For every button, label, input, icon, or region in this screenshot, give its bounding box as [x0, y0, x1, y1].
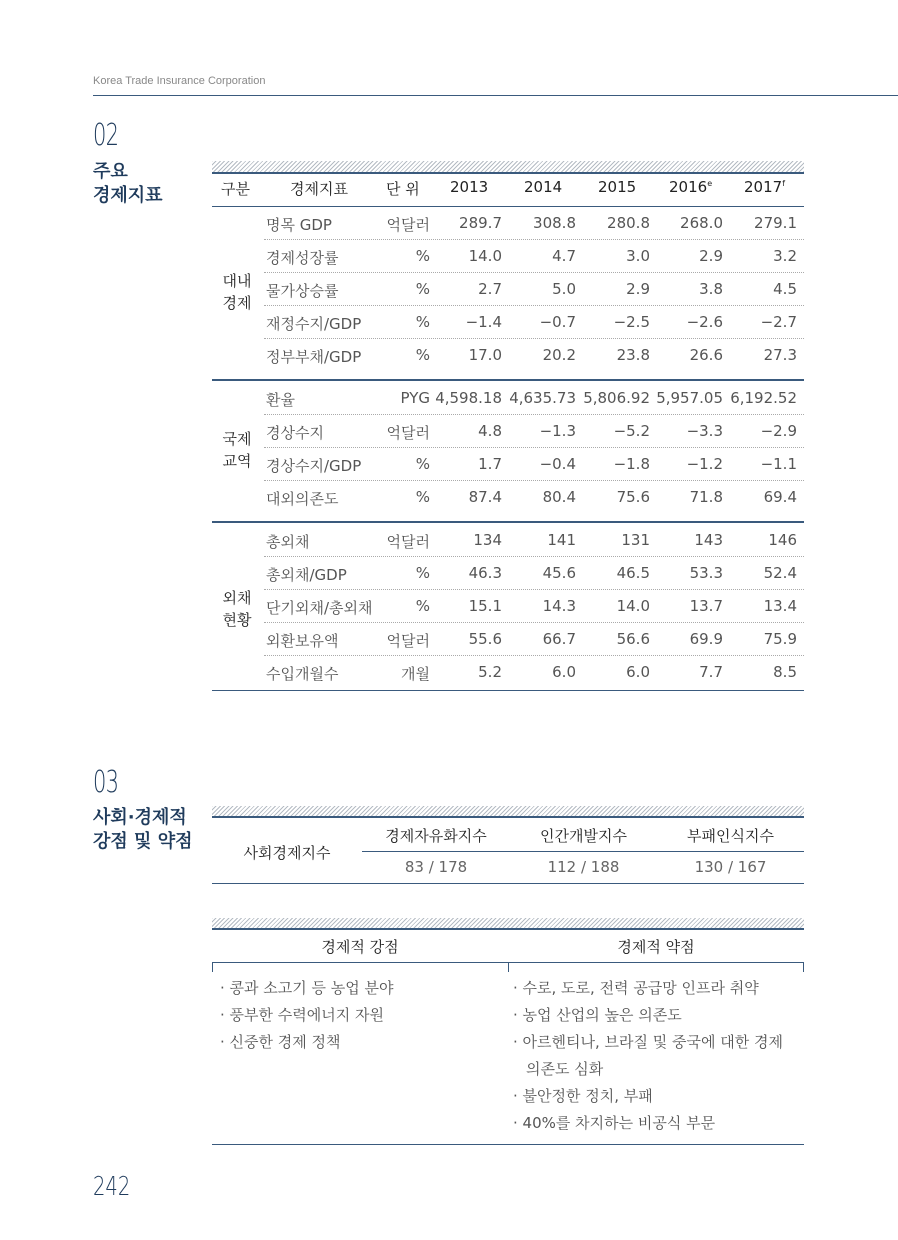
indicator-value: 4.8 — [478, 422, 502, 440]
indicator-value: 80.4 — [542, 488, 576, 506]
table-bottom-rule — [212, 690, 804, 691]
col-header-2017-sup: f — [782, 179, 786, 188]
indicator-unit: % — [415, 564, 430, 582]
indicator-value: 6.0 — [626, 663, 650, 681]
weakness-item: · 불안정한 정치, 부패 — [513, 1087, 653, 1105]
indicator-value: 4,635.73 — [509, 389, 576, 407]
indicator-value: −3.3 — [686, 422, 723, 440]
index-header-human-development: 인간개발지수 — [540, 827, 627, 845]
indicator-value: 4.5 — [773, 280, 797, 298]
strength-item: · 신중한 경제 정책 — [220, 1033, 341, 1051]
indicator-value: 280.8 — [607, 214, 650, 232]
table-top-hatch — [212, 161, 804, 172]
indicator-value: 46.3 — [468, 564, 502, 582]
indicator-value: 26.6 — [689, 346, 723, 364]
indicator-value: −1.4 — [465, 313, 502, 331]
index-value-economic-freedom: 83 / 178 — [404, 858, 468, 876]
row-divider — [264, 589, 804, 590]
indicator-value: −5.2 — [613, 422, 650, 440]
indicator-unit: 억달러 — [386, 216, 430, 234]
indicator-value: 27.3 — [763, 346, 797, 364]
indicator-value: 7.7 — [699, 663, 723, 681]
weakness-item: · 아르헨티나, 브라질 및 중국에 대한 경제 — [513, 1033, 783, 1051]
indicator-label: 재정수지/GDP — [266, 315, 362, 333]
indicator-value: 131 — [621, 531, 650, 549]
indicator-value: 14.0 — [468, 247, 502, 265]
section-title-3 — [93, 806, 192, 854]
indicator-value: 75.9 — [763, 630, 797, 648]
weakness-item: · 농업 산업의 높은 의존도 — [513, 1006, 682, 1024]
section-title-3-line1: 사회·경제적 — [93, 807, 187, 828]
row-divider — [264, 272, 804, 273]
group-label-line2: 교역 — [222, 452, 252, 470]
group-label-line1: 외채 — [222, 588, 252, 607]
indicator-value: 3.0 — [626, 247, 650, 265]
indicator-value: −1.8 — [613, 455, 650, 473]
col-header-2017 — [744, 178, 785, 196]
indicator-label: 외환보유액 — [266, 632, 339, 650]
sw-table-bottom-rule — [212, 1144, 804, 1145]
indicator-label: 명목 GDP — [266, 216, 332, 234]
indicator-value: 2.7 — [478, 280, 502, 298]
strength-item: · 풍부한 수력에너지 자원 — [220, 1006, 384, 1024]
section-title-3-line2: 강점 및 약점 — [93, 831, 193, 852]
page-number: 242 — [93, 1172, 131, 1202]
indicator-value: 52.4 — [763, 564, 797, 582]
indicator-value: −0.7 — [539, 313, 576, 331]
group-separator-rule — [212, 379, 804, 381]
indicator-unit: % — [415, 313, 430, 331]
indicator-value: 143 — [694, 531, 723, 549]
index-header-rule — [362, 851, 804, 852]
index-header-economic-freedom: 경제자유화지수 — [385, 827, 487, 845]
indicator-value: 8.5 — [773, 663, 797, 681]
indicator-value: 134 — [473, 531, 502, 549]
group-label-line2: 경제 — [222, 293, 252, 312]
section-number-3: 03 — [93, 765, 119, 800]
indicator-value: 5,957.05 — [656, 389, 723, 407]
header-rule — [93, 95, 898, 96]
indicator-value: 308.8 — [533, 214, 576, 232]
indicator-value: 4,598.18 — [435, 389, 502, 407]
indicator-value: 5,806.92 — [583, 389, 650, 407]
col-header-2014: 2014 — [524, 178, 563, 196]
weakness-item: · 수로, 도로, 전력 공급망 인프라 취약 — [513, 979, 759, 997]
section-title — [93, 160, 163, 208]
indicator-value: 6.0 — [552, 663, 576, 681]
indicator-value: 6,192.52 — [730, 389, 797, 407]
indicator-value: 45.6 — [542, 564, 576, 582]
group-label-line1: 국제 — [222, 430, 252, 448]
indicator-value: 5.2 — [478, 663, 502, 681]
indicator-value: 87.4 — [468, 488, 502, 506]
indicator-label: 수입개월수 — [266, 665, 339, 683]
indicator-value: 146 — [768, 531, 797, 549]
row-divider — [264, 622, 804, 623]
indicator-value: 289.7 — [459, 214, 502, 232]
indicator-unit: % — [415, 455, 430, 473]
indicator-value: 69.4 — [763, 488, 797, 506]
indicator-value: 2.9 — [626, 280, 650, 298]
weakness-item: · 40%를 차지하는 비공식 부문 — [513, 1114, 716, 1132]
col-header-2013: 2013 — [450, 178, 489, 196]
col-header-2016 — [669, 178, 712, 196]
indicator-value: −1.3 — [539, 422, 576, 440]
indicator-value: 141 — [547, 531, 576, 549]
sw-table-top-rule — [212, 928, 804, 930]
row-divider — [264, 480, 804, 481]
indicator-value: 14.3 — [542, 597, 576, 615]
indicator-unit: % — [415, 346, 430, 364]
indicator-value: 17.0 — [468, 346, 502, 364]
row-divider — [264, 655, 804, 656]
group-separator-rule — [212, 521, 804, 523]
row-divider — [264, 239, 804, 240]
indicator-value: 15.1 — [468, 597, 502, 615]
indicator-label: 정부부채/GDP — [266, 348, 362, 366]
indicator-value: 3.2 — [773, 247, 797, 265]
indicator-value: −2.7 — [760, 313, 797, 331]
indicator-value: 5.0 — [552, 280, 576, 298]
indicator-value: 13.7 — [689, 597, 723, 615]
index-header-corruption: 부패인식지수 — [687, 827, 774, 845]
indicator-unit: % — [415, 280, 430, 298]
col-header-indicator: 경제지표 — [290, 180, 348, 198]
indicator-unit: 억달러 — [386, 424, 430, 442]
index-value-human-development: 112 / 188 — [547, 858, 620, 876]
sw-tick-left — [212, 962, 213, 972]
index-table-bottom-rule — [212, 883, 804, 884]
group-label — [220, 428, 254, 472]
row-divider — [264, 447, 804, 448]
indicator-value: 55.6 — [468, 630, 502, 648]
indicator-value: −0.4 — [539, 455, 576, 473]
index-row-label: 사회경제지수 — [243, 844, 331, 862]
indicator-value: 69.9 — [689, 630, 723, 648]
col-header-category: 구분 — [221, 180, 250, 198]
col-header-2015: 2015 — [598, 178, 637, 196]
indicator-label: 경제성장률 — [266, 249, 339, 267]
indicator-value: −1.2 — [686, 455, 723, 473]
row-divider — [264, 556, 804, 557]
col-header-2016-sup: e — [707, 179, 713, 188]
indicator-value: 75.6 — [616, 488, 650, 506]
indicator-unit: % — [415, 247, 430, 265]
indicator-label: 경상수지 — [266, 424, 324, 442]
section-title-line2: 경제지표 — [93, 185, 163, 206]
indicator-value: 2.9 — [699, 247, 723, 265]
indicator-unit: 억달러 — [386, 533, 430, 551]
strength-item: · 콩과 소고기 등 농업 분야 — [220, 979, 394, 997]
indicator-value: 53.3 — [689, 564, 723, 582]
sw-tick-right — [803, 962, 804, 972]
weakness-item-continued: 의존도 심화 — [526, 1060, 604, 1078]
sw-tick-middle — [508, 962, 509, 972]
group-label — [220, 587, 254, 631]
indicator-value: −2.5 — [613, 313, 650, 331]
index-value-corruption: 130 / 167 — [694, 858, 767, 876]
header-org: Korea Trade Insurance Corporation — [93, 75, 266, 87]
indicator-value: 268.0 — [680, 214, 723, 232]
table-top-rule — [212, 172, 804, 174]
indicator-unit: % — [415, 488, 430, 506]
group-label-line2: 현황 — [222, 610, 252, 629]
indicator-value: 71.8 — [689, 488, 723, 506]
indicator-unit: PYG — [400, 389, 430, 407]
indicator-value: −2.9 — [760, 422, 797, 440]
indicator-value: 66.7 — [542, 630, 576, 648]
col-header-unit: 단 위 — [386, 180, 420, 198]
strengths-title: 경제적 강점 — [321, 938, 399, 956]
indicator-value: −1.1 — [760, 455, 797, 473]
indicator-value: 279.1 — [754, 214, 797, 232]
indicator-unit: 개월 — [401, 665, 430, 683]
row-divider — [264, 338, 804, 339]
group-label-line1: 대내 — [222, 271, 252, 290]
indicator-label: 단기외채/총외채 — [266, 599, 373, 617]
row-divider — [264, 414, 804, 415]
header-bottom-rule — [212, 206, 804, 207]
indicator-value: 23.8 — [616, 346, 650, 364]
indicator-value: 3.8 — [699, 280, 723, 298]
indicator-value: 56.6 — [616, 630, 650, 648]
indicator-value: 1.7 — [478, 455, 502, 473]
indicator-value: −2.6 — [686, 313, 723, 331]
indicator-value: 4.7 — [552, 247, 576, 265]
weaknesses-title: 경제적 약점 — [617, 938, 695, 956]
indicator-label: 총외채/GDP — [266, 566, 347, 584]
group-label — [220, 270, 254, 314]
indicator-label: 총외채 — [266, 533, 310, 551]
indicator-label: 경상수지/GDP — [266, 457, 362, 475]
indicator-value: 20.2 — [542, 346, 576, 364]
indicator-label: 물가상승률 — [266, 282, 339, 300]
section-title-line1: 주요 — [93, 161, 128, 182]
col-header-2017-text: 2017 — [744, 178, 783, 196]
row-divider — [264, 305, 804, 306]
indicator-unit: % — [415, 597, 430, 615]
indicator-unit: 억달러 — [386, 632, 430, 650]
col-header-2016-text: 2016 — [669, 178, 708, 196]
indicator-value: 13.4 — [763, 597, 797, 615]
indicator-value: 46.5 — [616, 564, 650, 582]
section-number: 02 — [93, 118, 119, 153]
indicator-label: 대외의존도 — [266, 490, 339, 508]
indicator-label: 환율 — [266, 391, 295, 409]
indicator-value: 14.0 — [616, 597, 650, 615]
index-table-top-rule — [212, 816, 804, 818]
